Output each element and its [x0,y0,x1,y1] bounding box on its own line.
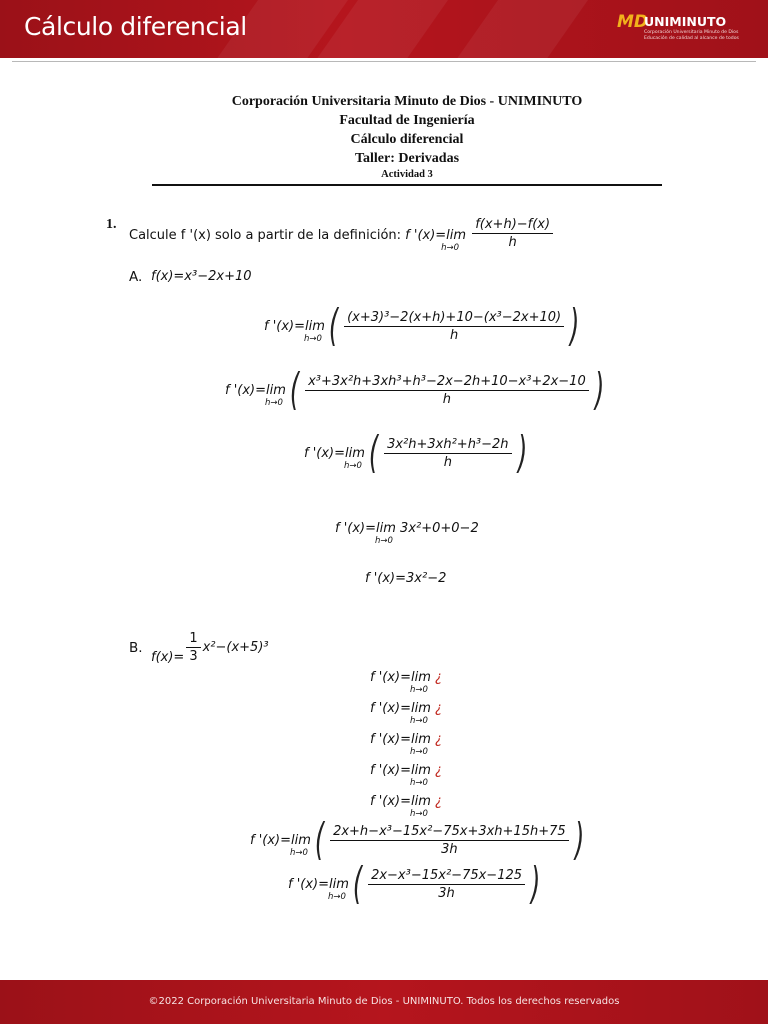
logo-mark: MD [617,12,649,32]
part-a-step-1: f '(x)=lim h→0 ( $\frac{\text{(x+3)³−2(x+h)+10−(x³−2x+10)}}{h}$ ) [264,300,580,351]
broken-expression-marker: ¿ [435,763,442,778]
step-2-numerator: x³+3x²h+3xh³+h³−2x−2h+10−x³+2x−10 [305,373,589,391]
part-b-step-1: f '(x)=lim h→0 ¿ [370,670,442,695]
part-a-label: A. [129,269,143,285]
part-b-step-5: f '(x)=lim h→0 ¿ [370,794,442,819]
logo-name: UNIMINUTO [644,14,727,29]
part-a-result: f '(x)=3x²−2 [365,571,447,586]
definition-lhs: f '(x)=lim h→0 [405,228,467,253]
part-a-step-3: f '(x)=lim h→0 ( $\frac{\text{3x²h+3xh²+h³−2h}}{h}$ ) [304,427,527,478]
part-b-label: B. [129,640,143,656]
part-b-step-3: f '(x)=lim h→0 ¿ [370,732,442,757]
institution-name: Corporación Universitaria Minuto de Dios - UNIMINUTO [231,94,583,109]
banner-title: Cálculo diferencial [24,12,247,41]
definition-numerator: f(x+h)−f(x) [472,216,553,234]
document-header [152,92,662,181]
uniminuto-logo [617,10,747,48]
divider [12,61,756,62]
part-b-step-7: f '(x)=lim h→0 ( $\frac{\text{2x−x³−15x²−75x−125}}{3h}$ ) [288,858,541,909]
part-a-function: f(x)=x³−2x+10 [151,269,252,284]
broken-expression-marker: ¿ [435,701,442,716]
page-footer [0,980,768,1024]
broken-expression-marker: ¿ [435,670,442,685]
question-text [129,218,555,253]
page-banner [0,0,768,58]
copyright-text: ©2022 Corporación Universitaria Minuto de Dios - UNIMINUTO. Todos los derechos reservados [148,996,620,1007]
banner-decoration [428,0,602,58]
question-number: 1. [106,217,117,232]
question-prompt: Calcule f '(x) solo a partir de la definición: [129,228,402,243]
step-1-numerator: (x+3)³−2(x+h)+10−(x³−2x+10) [344,309,564,327]
broken-expression-marker: ¿ [435,732,442,747]
part-b-step-6: f '(x)=lim h→0 ( $\frac{\text{2x+h−x³−15x²−75x+3xh+15h+75}}{3h}$ ) [250,814,584,865]
part-a-step-2: f '(x)=lim h→0 ( $\frac{\text{x³+3x²h+3xh³+h³−2x−2h+10−x³+2x−10}}{h}$ ) [225,364,605,415]
logo-subtitle: Corporación Universitaria Minuto de Dios [644,30,739,35]
part-b-function: f(x)= $\frac{1}{3}$ x²−(x+5)³ [151,631,269,665]
limit-subscript: h→0 [441,243,460,253]
header-divider [152,184,662,186]
step-6-numerator: 2x+h−x³−15x²−75x+3xh+15h+75 [330,823,569,841]
activity-label: Actividad 3 [381,169,433,180]
logo-tagline: Educación de calidad al alcance de todos [644,36,739,41]
step-3-numerator: 3x²h+3xh²+h³−2h [384,436,511,454]
definition-fraction [472,216,553,251]
part-a-step-4: f '(x)=lim h→0 3x²+0+0−2 [335,521,479,546]
faculty-name: Facultad de Ingeniería [339,113,475,128]
part-b-step-2: f '(x)=lim h→0 ¿ [370,701,442,726]
definition-denominator: h [508,235,517,250]
broken-expression-marker: ¿ [435,794,442,809]
part-b-step-4: f '(x)=lim h→0 ¿ [370,763,442,788]
workshop-title: Taller: Derivadas [354,151,460,166]
step-7-numerator: 2x−x³−15x²−75x−125 [368,867,525,885]
course-name: Cálculo diferencial [350,132,464,147]
